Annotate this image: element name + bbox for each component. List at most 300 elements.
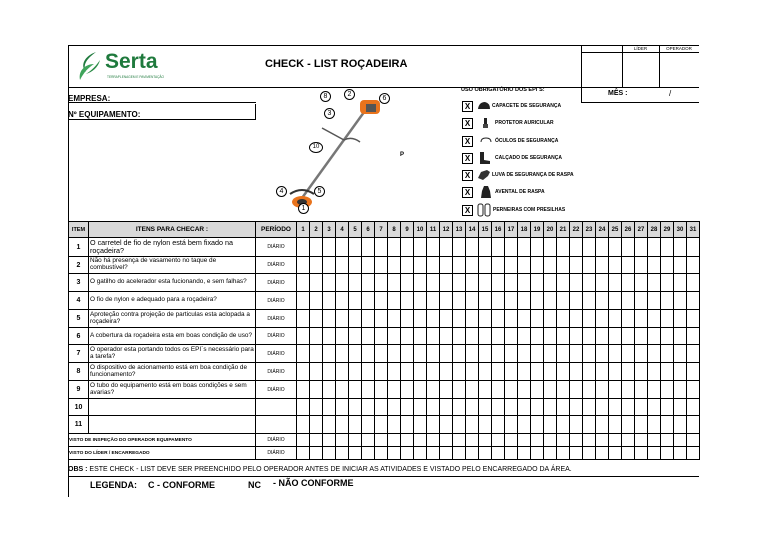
day-check-cell[interactable]	[297, 363, 310, 381]
visto-cell[interactable]	[297, 434, 310, 447]
day-check-cell[interactable]	[635, 310, 648, 328]
day-check-cell[interactable]	[453, 416, 466, 434]
day-check-cell[interactable]	[661, 416, 674, 434]
day-check-cell[interactable]	[518, 345, 531, 363]
day-check-cell[interactable]	[531, 310, 544, 328]
day-check-cell[interactable]	[453, 399, 466, 416]
day-check-cell[interactable]	[440, 292, 453, 310]
day-check-cell[interactable]	[375, 399, 388, 416]
day-check-cell[interactable]	[648, 363, 661, 381]
visto-cell[interactable]	[336, 447, 349, 460]
epi-checkbox-goggles[interactable]: X	[462, 136, 473, 147]
day-check-cell[interactable]	[479, 257, 492, 274]
visto-cell[interactable]	[635, 434, 648, 447]
day-check-cell[interactable]	[687, 399, 700, 416]
day-check-cell[interactable]	[505, 345, 518, 363]
day-check-cell[interactable]	[297, 399, 310, 416]
day-check-cell[interactable]	[310, 416, 323, 434]
visto-cell[interactable]	[362, 447, 375, 460]
visto-cell[interactable]	[310, 447, 323, 460]
day-check-cell[interactable]	[687, 345, 700, 363]
day-check-cell[interactable]	[362, 274, 375, 292]
day-check-cell[interactable]	[453, 292, 466, 310]
day-check-cell[interactable]	[544, 328, 557, 345]
visto-cell[interactable]	[466, 434, 479, 447]
day-check-cell[interactable]	[622, 416, 635, 434]
day-check-cell[interactable]	[648, 238, 661, 257]
day-check-cell[interactable]	[323, 416, 336, 434]
day-check-cell[interactable]	[297, 292, 310, 310]
visto-cell[interactable]	[596, 434, 609, 447]
day-check-cell[interactable]	[427, 274, 440, 292]
day-check-cell[interactable]	[505, 310, 518, 328]
visto-cell[interactable]	[609, 447, 622, 460]
day-check-cell[interactable]	[362, 345, 375, 363]
day-check-cell[interactable]	[336, 310, 349, 328]
day-check-cell[interactable]	[622, 292, 635, 310]
visto-cell[interactable]	[622, 434, 635, 447]
day-check-cell[interactable]	[505, 292, 518, 310]
visto-cell[interactable]	[401, 434, 414, 447]
day-check-cell[interactable]	[297, 416, 310, 434]
day-check-cell[interactable]	[557, 238, 570, 257]
day-check-cell[interactable]	[453, 257, 466, 274]
day-check-cell[interactable]	[648, 257, 661, 274]
day-check-cell[interactable]	[375, 257, 388, 274]
day-check-cell[interactable]	[310, 345, 323, 363]
day-check-cell[interactable]	[466, 399, 479, 416]
day-check-cell[interactable]	[544, 310, 557, 328]
day-check-cell[interactable]	[648, 274, 661, 292]
day-check-cell[interactable]	[388, 292, 401, 310]
day-check-cell[interactable]	[661, 274, 674, 292]
day-check-cell[interactable]	[609, 363, 622, 381]
day-check-cell[interactable]	[492, 381, 505, 399]
day-check-cell[interactable]	[375, 238, 388, 257]
epi-checkbox-earplug[interactable]: X	[462, 118, 473, 129]
mes-field[interactable]	[581, 88, 699, 103]
day-check-cell[interactable]	[596, 381, 609, 399]
day-check-cell[interactable]	[518, 274, 531, 292]
day-check-cell[interactable]	[648, 416, 661, 434]
day-check-cell[interactable]	[622, 257, 635, 274]
day-check-cell[interactable]	[440, 416, 453, 434]
day-check-cell[interactable]	[583, 381, 596, 399]
day-check-cell[interactable]	[505, 416, 518, 434]
day-check-cell[interactable]	[323, 345, 336, 363]
day-check-cell[interactable]	[349, 257, 362, 274]
day-check-cell[interactable]	[583, 274, 596, 292]
day-check-cell[interactable]	[323, 363, 336, 381]
day-check-cell[interactable]	[388, 381, 401, 399]
day-check-cell[interactable]	[518, 238, 531, 257]
day-check-cell[interactable]	[622, 310, 635, 328]
day-check-cell[interactable]	[557, 274, 570, 292]
day-check-cell[interactable]	[466, 292, 479, 310]
day-check-cell[interactable]	[414, 363, 427, 381]
day-check-cell[interactable]	[427, 345, 440, 363]
day-check-cell[interactable]	[375, 310, 388, 328]
day-check-cell[interactable]	[492, 310, 505, 328]
day-check-cell[interactable]	[479, 310, 492, 328]
day-check-cell[interactable]	[336, 399, 349, 416]
visto-cell[interactable]	[505, 447, 518, 460]
day-check-cell[interactable]	[570, 238, 583, 257]
day-check-cell[interactable]	[609, 381, 622, 399]
visto-cell[interactable]	[479, 447, 492, 460]
day-check-cell[interactable]	[648, 381, 661, 399]
day-check-cell[interactable]	[375, 416, 388, 434]
day-check-cell[interactable]	[609, 257, 622, 274]
day-check-cell[interactable]	[349, 274, 362, 292]
day-check-cell[interactable]	[375, 363, 388, 381]
epi-checkbox-shin-guard[interactable]: X	[462, 205, 473, 216]
day-check-cell[interactable]	[427, 416, 440, 434]
day-check-cell[interactable]	[492, 257, 505, 274]
day-check-cell[interactable]	[687, 328, 700, 345]
day-check-cell[interactable]	[479, 399, 492, 416]
visto-cell[interactable]	[544, 447, 557, 460]
day-check-cell[interactable]	[583, 310, 596, 328]
day-check-cell[interactable]	[388, 310, 401, 328]
visto-cell[interactable]	[609, 434, 622, 447]
day-check-cell[interactable]	[492, 238, 505, 257]
day-check-cell[interactable]	[310, 257, 323, 274]
day-check-cell[interactable]	[596, 416, 609, 434]
day-check-cell[interactable]	[505, 381, 518, 399]
day-check-cell[interactable]	[505, 328, 518, 345]
day-check-cell[interactable]	[479, 381, 492, 399]
day-check-cell[interactable]	[414, 381, 427, 399]
day-check-cell[interactable]	[609, 310, 622, 328]
day-check-cell[interactable]	[570, 381, 583, 399]
day-check-cell[interactable]	[388, 257, 401, 274]
day-check-cell[interactable]	[466, 345, 479, 363]
day-check-cell[interactable]	[661, 399, 674, 416]
visto-cell[interactable]	[414, 447, 427, 460]
day-check-cell[interactable]	[388, 416, 401, 434]
day-check-cell[interactable]	[375, 381, 388, 399]
day-check-cell[interactable]	[362, 399, 375, 416]
day-check-cell[interactable]	[492, 274, 505, 292]
day-check-cell[interactable]	[466, 257, 479, 274]
day-check-cell[interactable]	[570, 274, 583, 292]
visto-cell[interactable]	[349, 447, 362, 460]
day-check-cell[interactable]	[583, 328, 596, 345]
day-check-cell[interactable]	[466, 310, 479, 328]
day-check-cell[interactable]	[596, 310, 609, 328]
day-check-cell[interactable]	[648, 292, 661, 310]
day-check-cell[interactable]	[479, 274, 492, 292]
day-check-cell[interactable]	[635, 345, 648, 363]
day-check-cell[interactable]	[635, 238, 648, 257]
day-check-cell[interactable]	[336, 257, 349, 274]
day-check-cell[interactable]	[349, 399, 362, 416]
visto-cell[interactable]	[648, 434, 661, 447]
day-check-cell[interactable]	[557, 310, 570, 328]
day-check-cell[interactable]	[544, 345, 557, 363]
day-check-cell[interactable]	[570, 292, 583, 310]
visto-cell[interactable]	[648, 447, 661, 460]
day-check-cell[interactable]	[596, 274, 609, 292]
day-check-cell[interactable]	[648, 345, 661, 363]
day-check-cell[interactable]	[531, 345, 544, 363]
day-check-cell[interactable]	[401, 274, 414, 292]
day-check-cell[interactable]	[336, 274, 349, 292]
visto-cell[interactable]	[375, 434, 388, 447]
visto-cell[interactable]	[518, 434, 531, 447]
day-check-cell[interactable]	[349, 328, 362, 345]
day-check-cell[interactable]	[570, 257, 583, 274]
day-check-cell[interactable]	[414, 328, 427, 345]
visto-cell[interactable]	[427, 434, 440, 447]
day-check-cell[interactable]	[336, 238, 349, 257]
day-check-cell[interactable]	[557, 257, 570, 274]
day-check-cell[interactable]	[362, 363, 375, 381]
day-check-cell[interactable]	[583, 399, 596, 416]
day-check-cell[interactable]	[609, 292, 622, 310]
day-check-cell[interactable]	[648, 399, 661, 416]
visto-cell[interactable]	[661, 434, 674, 447]
day-check-cell[interactable]	[674, 274, 687, 292]
day-check-cell[interactable]	[596, 363, 609, 381]
visto-cell[interactable]	[336, 434, 349, 447]
day-check-cell[interactable]	[609, 399, 622, 416]
visto-cell[interactable]	[479, 434, 492, 447]
day-check-cell[interactable]	[427, 328, 440, 345]
day-check-cell[interactable]	[453, 345, 466, 363]
day-check-cell[interactable]	[362, 381, 375, 399]
day-check-cell[interactable]	[349, 292, 362, 310]
day-check-cell[interactable]	[544, 257, 557, 274]
day-check-cell[interactable]	[531, 381, 544, 399]
day-check-cell[interactable]	[401, 310, 414, 328]
day-check-cell[interactable]	[336, 292, 349, 310]
day-check-cell[interactable]	[570, 345, 583, 363]
day-check-cell[interactable]	[557, 345, 570, 363]
day-check-cell[interactable]	[674, 310, 687, 328]
day-check-cell[interactable]	[375, 274, 388, 292]
day-check-cell[interactable]	[375, 345, 388, 363]
day-check-cell[interactable]	[661, 257, 674, 274]
day-check-cell[interactable]	[544, 363, 557, 381]
day-check-cell[interactable]	[336, 363, 349, 381]
day-check-cell[interactable]	[674, 257, 687, 274]
day-check-cell[interactable]	[401, 292, 414, 310]
day-check-cell[interactable]	[583, 257, 596, 274]
day-check-cell[interactable]	[297, 310, 310, 328]
day-check-cell[interactable]	[518, 363, 531, 381]
visto-cell[interactable]	[661, 447, 674, 460]
day-check-cell[interactable]	[622, 345, 635, 363]
day-check-cell[interactable]	[401, 238, 414, 257]
day-check-cell[interactable]	[310, 363, 323, 381]
visto-cell[interactable]	[674, 447, 687, 460]
visto-cell[interactable]	[674, 434, 687, 447]
day-check-cell[interactable]	[492, 416, 505, 434]
day-check-cell[interactable]	[661, 328, 674, 345]
day-check-cell[interactable]	[323, 310, 336, 328]
day-check-cell[interactable]	[323, 381, 336, 399]
day-check-cell[interactable]	[596, 238, 609, 257]
day-check-cell[interactable]	[388, 328, 401, 345]
day-check-cell[interactable]	[622, 274, 635, 292]
day-check-cell[interactable]	[505, 257, 518, 274]
day-check-cell[interactable]	[427, 363, 440, 381]
day-check-cell[interactable]	[648, 328, 661, 345]
day-check-cell[interactable]	[518, 381, 531, 399]
day-check-cell[interactable]	[674, 238, 687, 257]
visto-cell[interactable]	[583, 434, 596, 447]
day-check-cell[interactable]	[570, 363, 583, 381]
visto-cell[interactable]	[518, 447, 531, 460]
day-check-cell[interactable]	[349, 345, 362, 363]
day-check-cell[interactable]	[453, 363, 466, 381]
day-check-cell[interactable]	[492, 345, 505, 363]
day-check-cell[interactable]	[492, 328, 505, 345]
day-check-cell[interactable]	[583, 363, 596, 381]
day-check-cell[interactable]	[518, 292, 531, 310]
day-check-cell[interactable]	[687, 363, 700, 381]
day-check-cell[interactable]	[492, 292, 505, 310]
day-check-cell[interactable]	[609, 238, 622, 257]
visto-cell[interactable]	[362, 434, 375, 447]
day-check-cell[interactable]	[453, 381, 466, 399]
day-check-cell[interactable]	[466, 363, 479, 381]
visto-cell[interactable]	[622, 447, 635, 460]
equipamento-field[interactable]	[68, 104, 256, 120]
visto-cell[interactable]	[388, 434, 401, 447]
day-check-cell[interactable]	[349, 238, 362, 257]
visto-cell[interactable]	[492, 447, 505, 460]
day-check-cell[interactable]	[661, 345, 674, 363]
day-check-cell[interactable]	[310, 381, 323, 399]
day-check-cell[interactable]	[518, 310, 531, 328]
day-check-cell[interactable]	[440, 274, 453, 292]
day-check-cell[interactable]	[583, 238, 596, 257]
day-check-cell[interactable]	[453, 274, 466, 292]
day-check-cell[interactable]	[531, 292, 544, 310]
day-check-cell[interactable]	[362, 310, 375, 328]
day-check-cell[interactable]	[427, 292, 440, 310]
day-check-cell[interactable]	[466, 416, 479, 434]
day-check-cell[interactable]	[505, 274, 518, 292]
day-check-cell[interactable]	[531, 257, 544, 274]
visto-cell[interactable]	[440, 434, 453, 447]
day-check-cell[interactable]	[479, 292, 492, 310]
day-check-cell[interactable]	[310, 292, 323, 310]
day-check-cell[interactable]	[661, 292, 674, 310]
day-check-cell[interactable]	[466, 274, 479, 292]
day-check-cell[interactable]	[336, 345, 349, 363]
day-check-cell[interactable]	[388, 238, 401, 257]
day-check-cell[interactable]	[349, 363, 362, 381]
day-check-cell[interactable]	[362, 416, 375, 434]
day-check-cell[interactable]	[674, 345, 687, 363]
day-check-cell[interactable]	[323, 292, 336, 310]
visto-cell[interactable]	[297, 447, 310, 460]
day-check-cell[interactable]	[297, 328, 310, 345]
visto-cell[interactable]	[414, 434, 427, 447]
day-check-cell[interactable]	[479, 363, 492, 381]
day-check-cell[interactable]	[401, 381, 414, 399]
day-check-cell[interactable]	[505, 238, 518, 257]
day-check-cell[interactable]	[557, 363, 570, 381]
day-check-cell[interactable]	[492, 363, 505, 381]
day-check-cell[interactable]	[479, 238, 492, 257]
day-check-cell[interactable]	[687, 292, 700, 310]
day-check-cell[interactable]	[609, 328, 622, 345]
visto-cell[interactable]	[388, 447, 401, 460]
day-check-cell[interactable]	[544, 292, 557, 310]
visto-cell[interactable]	[323, 434, 336, 447]
day-check-cell[interactable]	[635, 328, 648, 345]
day-check-cell[interactable]	[609, 416, 622, 434]
day-check-cell[interactable]	[414, 345, 427, 363]
day-check-cell[interactable]	[622, 328, 635, 345]
epi-checkbox-boot[interactable]: X	[462, 153, 473, 164]
day-check-cell[interactable]	[401, 399, 414, 416]
day-check-cell[interactable]	[557, 416, 570, 434]
day-check-cell[interactable]	[310, 310, 323, 328]
day-check-cell[interactable]	[336, 328, 349, 345]
visto-cell[interactable]	[596, 447, 609, 460]
day-check-cell[interactable]	[622, 381, 635, 399]
day-check-cell[interactable]	[466, 328, 479, 345]
visto-cell[interactable]	[687, 447, 700, 460]
day-check-cell[interactable]	[531, 328, 544, 345]
visto-cell[interactable]	[570, 447, 583, 460]
day-check-cell[interactable]	[466, 381, 479, 399]
day-check-cell[interactable]	[362, 238, 375, 257]
day-check-cell[interactable]	[427, 238, 440, 257]
visto-cell[interactable]	[531, 447, 544, 460]
visto-cell[interactable]	[687, 434, 700, 447]
day-check-cell[interactable]	[414, 416, 427, 434]
day-check-cell[interactable]	[596, 292, 609, 310]
day-check-cell[interactable]	[349, 310, 362, 328]
day-check-cell[interactable]	[310, 274, 323, 292]
day-check-cell[interactable]	[427, 381, 440, 399]
day-check-cell[interactable]	[557, 328, 570, 345]
empresa-field[interactable]	[68, 88, 256, 103]
day-check-cell[interactable]	[349, 416, 362, 434]
day-check-cell[interactable]	[440, 381, 453, 399]
visto-cell[interactable]	[505, 434, 518, 447]
day-check-cell[interactable]	[440, 310, 453, 328]
day-check-cell[interactable]	[440, 345, 453, 363]
day-check-cell[interactable]	[323, 238, 336, 257]
day-check-cell[interactable]	[414, 310, 427, 328]
visto-cell[interactable]	[427, 447, 440, 460]
day-check-cell[interactable]	[323, 328, 336, 345]
day-check-cell[interactable]	[297, 381, 310, 399]
day-check-cell[interactable]	[544, 238, 557, 257]
day-check-cell[interactable]	[479, 328, 492, 345]
day-check-cell[interactable]	[453, 238, 466, 257]
day-check-cell[interactable]	[453, 310, 466, 328]
visto-cell[interactable]	[453, 434, 466, 447]
day-check-cell[interactable]	[622, 399, 635, 416]
day-check-cell[interactable]	[531, 363, 544, 381]
visto-cell[interactable]	[531, 434, 544, 447]
day-check-cell[interactable]	[570, 416, 583, 434]
day-check-cell[interactable]	[297, 257, 310, 274]
day-check-cell[interactable]	[635, 292, 648, 310]
day-check-cell[interactable]	[570, 328, 583, 345]
epi-checkbox-glove[interactable]: X	[462, 170, 473, 181]
day-check-cell[interactable]	[466, 238, 479, 257]
